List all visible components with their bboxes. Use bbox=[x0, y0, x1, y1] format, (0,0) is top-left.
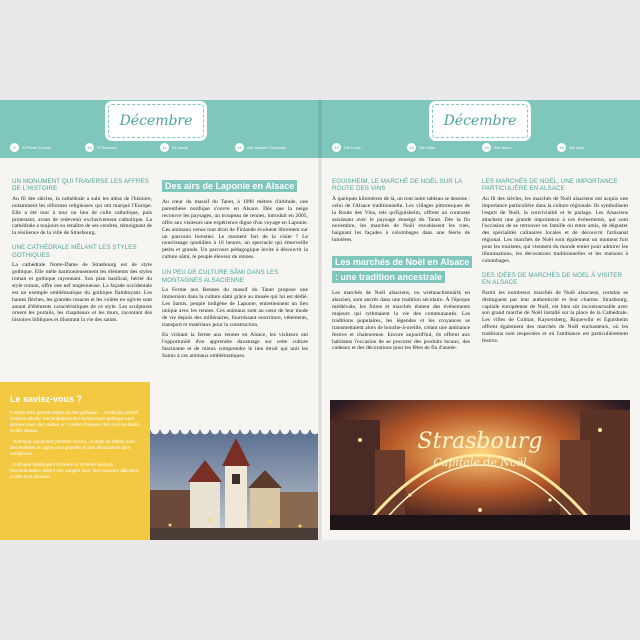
cathedral-heading: UN MONUMENT QUI TRAVERSE LES AFFRES DE L'HISTOIRE bbox=[12, 178, 149, 193]
symbole-heading: LES MARCHÉS DE NOËL, UNE IMPORTANCE PARTICULIÈRE EN ALSACE bbox=[482, 178, 618, 193]
left-page bbox=[0, 100, 320, 540]
laponie-text: Au cœur du massif du Tanet, à 1096 mètres d'altitude, une parenthèse nordique s'ouvre en Alsace. Dès que la neige recouvre les paysages, un troupeau de rennes, introduit en 2005, offre aux visiteurs une expérience digne d'un voyage en Laponie. Ces animaux venus tout droit de Finlande évoluent librement sur un parcours forestier. Le moment fort de la visite ? Le nourrissage quotidien à 16 heures, un spectacle qui émerveille petits et grands. Un parcours pédagogique invite à découvrir la culture sâmi, le peuple éleveur de rennes. bbox=[162, 199, 308, 261]
symbole-text: Au fil des siècles, les marchés de Noël alsaciens ont acquis une importance particulière dans la culture régionale. Ils symbolisent l'esprit de Noël, la convivialité et le partage. Les Alsaciens attachent une grande importance à ces événements, qui sont l'occasion de se retrouver en famille ou entre amis, de déguster des spécialités culinaires locales et de découvrir l'artisanat régional. Les marchés de Noël sont également un moment fort pour les touristes, qui viennent du monde entier pour admirer les illuminations, les décorations traditionnelles et les maisons à colombages. bbox=[482, 195, 628, 264]
sami-text-2: En visitant la ferme aux rennes en Alsace, les visiteurs ont l'opportunité d'en apprendre davantage sur cette culture fascinante et de mieux comprendre le lien étroit qui unit les Samis à ces animaux emblématiques. bbox=[162, 332, 308, 360]
day-item: 10 St Romaric bbox=[85, 143, 160, 152]
marches-heading: Les marchés de Noël en Alsace : une tradition ancestrale bbox=[332, 256, 472, 283]
cathedral-text: Au fil des siècles, la cathédrale a subi les aléas de l'histoire, notamment les réformes religieuses qui ont marqué l'Europe. Elle a été tour à tour un lieu de culte catholique, puis protestant, avant de redevenir exclusivement catholique. La cathédrale a toujours su renaître de ses cendres, témoignant de la résilience de la ville de Strasbourg. bbox=[12, 195, 152, 237]
symbole-column bbox=[482, 178, 628, 345]
sign-line-1: Strasbourg bbox=[417, 429, 543, 454]
day-item: 9 St Pierre Fourier bbox=[10, 143, 85, 152]
eguisheim-text: À quelques kilomètres de là, un tout autre tableau se dessine : celui de l'Alsace traditionnelle. Les villages pittoresques de la Route des Vins, tels qu'Eguisheim, offrent un contraste saisissant avec le paysage enneigé du Tanet. Dès la fin novembre, les marchés de Noël envahissent les rues, baignant les façades à colombages dans une féerie de lumières. bbox=[332, 195, 470, 244]
right-page bbox=[320, 100, 640, 540]
styles-heading: UNE CATHÉDRALE MÊLANT LES STYLES GOTHIQUES bbox=[12, 244, 137, 259]
saviez-intro: Il existe trois grands styles de l'art gothique : - Gothique primitif (XIIème siècle): les fondations de l'architecture gothique sont posées avec des voûtes en croisée d'ogives, des arcs-boutants et des vitraux. bbox=[10, 410, 139, 433]
month-banner-left: Décembre bbox=[108, 104, 204, 138]
marches-text: Les marchés de Noël alsaciens, ou wiehnachtsmärik en alsacien, sont ancrés dans une tradition séculaire. À l'époque médiévale, les foires et marchés étaient des événements majeurs qui rythmaient la vie des communautés. Les traditions populaires, les légendes et les croyances se transmettaient alors de bouche-à-oreille, créant une ambiance festive et chaleureuse. Encore aujourd'hui, ils offrent aux habitants l'occasion de se procurer des produits locaux, des cadeaux et des décorations pour les fêtes de fin d'année. bbox=[332, 290, 470, 352]
day-item: 15 Ste Ninon bbox=[482, 143, 557, 152]
saviez-flamboyant: - Gothique flamboyant (XVème et XVIème siècles) : l'ornementation atteint son apogée avec des traceries délicates et des arcs sinueux. bbox=[10, 462, 139, 479]
sign-line-2: Capitale de Noël bbox=[433, 456, 527, 469]
sami-text: La Ferme aux Rennes du massif du Tanet propose une immersion dans la culture sâmi grâce au musée qui lui est dédié. Les Samis, peuple indigène de Laponie, entretiennent un lien unique avec les rennes. Ces animaux sont au cœur de leur mode de vie depuis des millénaires, fournissant nourriture, vêtements, transport et matériaux pour la construction. bbox=[162, 286, 308, 328]
strasbourg-photo bbox=[330, 400, 630, 530]
magazine-spread bbox=[0, 100, 640, 540]
idees-text: Parmi les nombreux marchés de Noël alsaciens, certains se distinguent par leur authenticité et leur charme. Strasbourg, capitale européenne de Noël, est bien sûr incontournable avec son grand marché de Noël installé sur la place de la Cathédrale. Les villes de Colmar, Kaysersberg, Riquewihr et Eguisheim offrent également des marchés de Noël enchanteurs, où les traditions sont respectées et où l'ambiance est particulièrement festive. bbox=[482, 289, 628, 345]
laponie-heading: Des airs de Laponie en Alsace bbox=[162, 180, 297, 192]
day-item: 13 Ste Lucie bbox=[332, 143, 407, 152]
day-item: 12 Ste Jeanne Françoise bbox=[235, 143, 310, 152]
saviez-vous-box bbox=[0, 382, 150, 540]
left-column bbox=[12, 178, 152, 324]
village-illustration bbox=[150, 430, 318, 540]
month-banner-right: Décembre bbox=[432, 104, 528, 138]
eguisheim-column bbox=[332, 178, 470, 352]
sami-heading: UN PEU DE CULTURE SÂMI DANS LES MONTAGNES ALSACIENNE bbox=[162, 269, 279, 284]
christmas-market-illustration bbox=[330, 400, 630, 530]
saviez-rayonnant: - Gothique rayonnant (XIIIème siècle) : le style se raffine avec des fenêtres en ogive plus grandes et des décorations plus complexes. bbox=[10, 439, 136, 456]
saviez-vous-title: Le saviez-vous ? bbox=[10, 394, 83, 404]
day-item: 11 St Daniel bbox=[160, 143, 235, 152]
village-photo bbox=[150, 430, 318, 540]
idees-heading: DES IDÉES DE MARCHÉS DE NOËL À VISITER EN ALSACE bbox=[482, 271, 623, 287]
styles-text: La cathédrale Notre-Dame de Strasbourg est de style gothique. Elle mêle harmonieusement les éléments des styles roman et gothique rayonnant. Son plan basilical, hérité du style roman, offre une nef majestueuse. La façade occidentale est un exemple emblématique du gothique flamboyant. Les hautes flèches, les grandes rosaces et les voûtes en ogives sont autant d'éléments caractéristiques de ce style. Les sculptures ornent les portails, les chapiteaux et les murs, racontant des histoires bibliques et illustrant la vie des saints. bbox=[12, 262, 152, 324]
day-item: 14 Ste Odile bbox=[407, 143, 482, 152]
eguisheim-heading: EGUISHEIM, LE MARCHÉ DE NOËL SUR LA ROUTE DES VINS bbox=[332, 178, 463, 193]
day-item: 16 Ste Alice bbox=[557, 143, 632, 152]
laponie-column bbox=[162, 178, 308, 360]
